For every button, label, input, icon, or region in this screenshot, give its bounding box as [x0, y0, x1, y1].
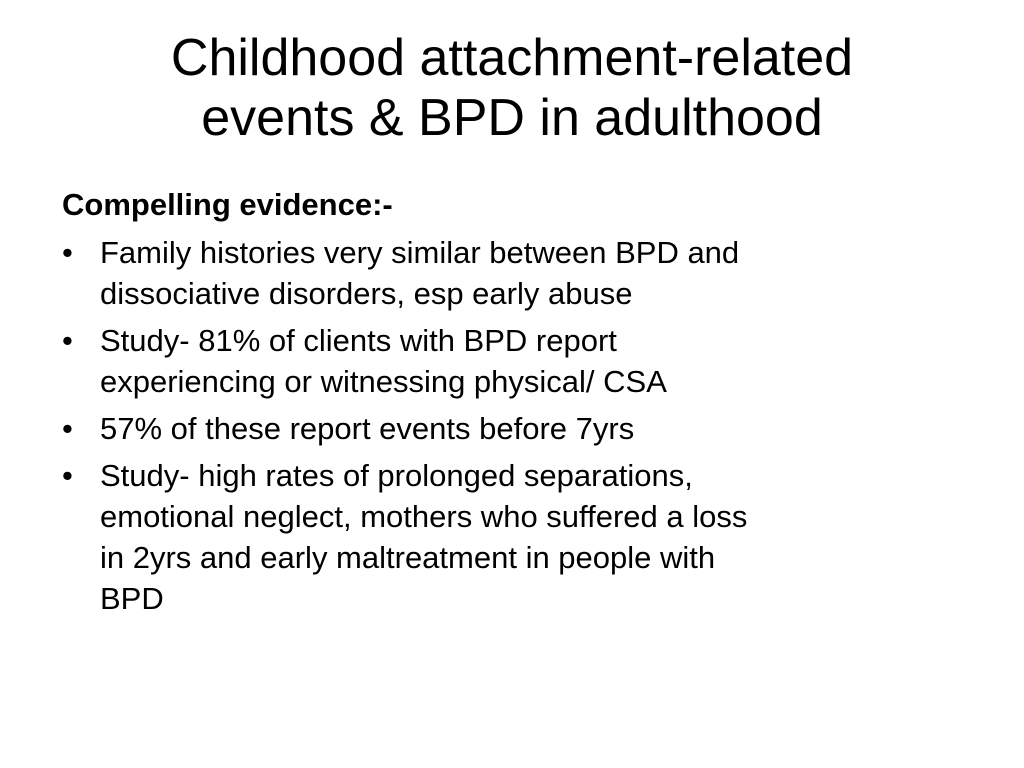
slide-title-line: events & BPD in adulthood — [201, 89, 823, 147]
bullet-item — [62, 408, 962, 449]
bullet-text-line: Study- high rates of prolonged separations, — [100, 458, 693, 493]
section-heading: Compelling evidence:- — [62, 187, 393, 222]
bullet-text-line: emotional neglect, mothers who suffered a loss — [100, 499, 748, 534]
bullet-text-line: Study- 81% of clients with BPD report — [100, 323, 617, 358]
bullet-item — [62, 320, 962, 402]
bullet-icon: • — [62, 458, 73, 493]
bullet-text-line: 57% of these report events before 7yrs — [100, 411, 635, 446]
bullet-item — [62, 455, 962, 619]
bullet-text-line: experiencing or witnessing physical/ CSA — [100, 364, 667, 399]
bullet-list — [62, 232, 962, 619]
bullet-icon: • — [62, 235, 73, 270]
bullet-icon: • — [62, 411, 73, 446]
slide-title-line: Childhood attachment-related — [170, 29, 854, 87]
bullet-text-line: dissociative disorders, esp early abuse — [100, 276, 633, 311]
slide-body — [62, 184, 962, 619]
bullet-item — [62, 232, 962, 314]
bullet-text-line: BPD — [100, 581, 164, 616]
slide-title — [40, 28, 984, 148]
bullet-icon: • — [62, 323, 73, 358]
bullet-text-line: in 2yrs and early maltreatment in people with — [100, 540, 716, 575]
bullet-text-line: Family histories very similar between BPD and — [100, 235, 740, 270]
